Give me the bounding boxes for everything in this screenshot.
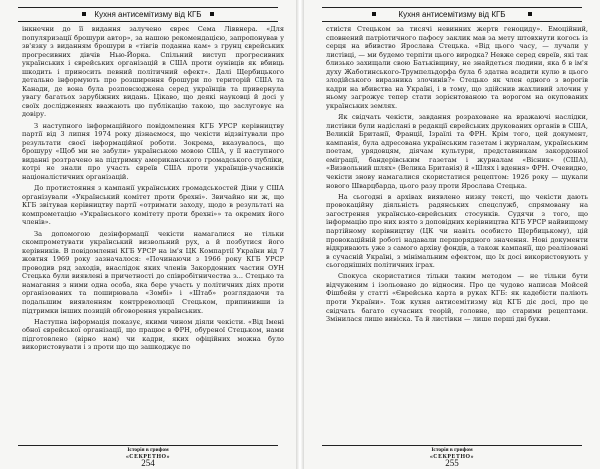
running-head-title: Кухня антисемітизму від КГБ <box>398 10 506 19</box>
left-page <box>0 0 296 469</box>
left-footer <box>0 445 296 469</box>
paragraph: Спокуса скористатися тільки таким методом — не тільки бути відчуженим і ізольовано до відносин. Про це чудово написав Мойсей Фішбейн у статті «Єврейська карта в руках КГБ: як кадебісти паліють проти України». Тож кухня антисемітизму від КГБ діє досі, про це свідчать багато сучасних теорій, головне, що старими рецептами. Змінилася лише вивіска. Та й листівки — лише перші дві букви. <box>326 272 588 324</box>
series-title: Історія в грифом «СЕКРЕТНО» <box>125 447 171 460</box>
right-body-text <box>326 25 588 324</box>
paragraph: Наступна інформація показує, якими чином діяли чекісти. «Від Імені обної єврейської організації, що працює в ФРН, обуреної Стецьком, нами підготовлено (вірно нам) чи кадри, яких офіційних можна було використовувати і з проти що що зашкоджує по <box>22 317 284 352</box>
paragraph: стиістя Стецьком за тисячі невинних жертв геноциду». Емоційний, сповнений патріотичного пафосу заклик мав за мету штовхнути когось із серця на вбивство Ярослава Стецька. «Від цього часу, — лучали у листівці, — ми будемо терпіти цього виродка? Невже серед євреїв, які так близько захищали свою Батьківщину, не знайдеться людини, яка б в ім'я духу Жаботинського-Трумпельдорфа була б здатна всадити кулю в цього злодійського виразника злочинів?» Стецько як член одного з ворогів кадри на вбивства на Україні, і в тому, що здійснив жахливий злочин у ньому загрожує тепер стати зорієнтованою та ворогом на окупованих українських землях. <box>326 25 588 110</box>
book-gutter <box>296 0 304 469</box>
paragraph: На сьогодні в архівах виявлено низку тексті, що чекісти дають провокаційну діяльність радянських спецслужб, спрямовану на загострення українсько-єврейських стосунків. Судячи з того, що інформацію про них взято з доповідних керівництва КГБ УРСР найвищому партійному керівництву (ЦК чи навіть особисто Щербицькому), цій провокаційній роботі надавали першорядного значення. Нові документи відкривають уже з самого архіву фондів, а також кампанії, що реалізовані в сучасній Україні, з мінімальним ефектом, що їх досі використовують у сьогоднішніх політичних іграх. <box>326 192 588 270</box>
bullet-icon <box>210 12 214 16</box>
running-head <box>322 7 582 22</box>
paragraph: До протистояння з кампанії українських громадськостей Діни у США організували «Український комітет проти брехні». Звичайно ни ж, що КГБ звітував керівництву партії «отримати заходу, щодо в результаті на компрометацію «Українського комітету проти брехні»» та окремих його членів». <box>22 184 284 227</box>
running-head <box>18 7 278 22</box>
paragraph: інкнечни до її видання залучено євреє Сема Ліввнера. «Для популяризації брошури автор», за нашою рекомендацією, запропонував у зв'язку з виданням брошури в «тівгів поданна кам» з грунц єврейських прогресивних дівчів Нью-Йорка. Спільний виступ прогресивних українських і єврейських організацій в США проти оунівців як вбивць шкодить і приносить певний політичний ефект». Далі Щербицького детально інформують про розширення брошури по територій США та Канади, де вона була розповсюджена серед українців та привернула увагу багатьох зарубіжних видань. Цікаво, що деякі науковці й досі у своїх дослідженнях вважають цю публікацію такою, що заслуговує на довіру. <box>22 25 284 119</box>
bullet-icon <box>528 12 532 16</box>
paragraph: З наступного інформаційного повідомлення КГБ УРСР керівництву партії від 3 липня 1974 року дізнаємося, що чекісти відзвітували про результати своєї інформаційної роботи. Зокрема, вказувалось, що брошуру «Щоб ми не забули» українською мовою США, у її наступного виданні розтрачено на підтримку американського громадського публіки, котрі не знали про участь євреїв США проти українців-учасників націоналістичних організацій. <box>22 121 284 181</box>
paragraph: За допомогою дезінформації чекісти намагалися не тільки скомпрометувати український визвольний рух, а й позбутися його керівників. В повідомленні КГБ УРСР на ім'я ЦК Компартії України від 7 жовтня 1969 року зазначалося: «Починаючи з 1966 року КГБ УРСР проводив ряд заходів, внаслідок яких членів Закордонних частин ОУН Стецька були виявлені в причетності до співробітничества з... Стецько та намагання з ними одна особа, яка бере участь у політичних діях проти організованих та поширювала «Зомбі» і «Штаб» розглядаючи та подальшим виявленням контрреволюції Стецьком, припинивши із підтримки інших позицій обговорення українських. <box>22 229 284 315</box>
page-number: 255 <box>445 458 459 468</box>
right-footer <box>304 445 600 469</box>
paragraph: Як свідчать чекісти, завдання розраховане на вражаючі наслідки, листівки були надіслані в редакції єврейських друкованих органів в США, Великій Британії, Франції, Ізраїлі та ФРН. Крім того, цей документ, кампанія, була адресована українським газетам і журналам, українським поетам, урядовцям, діячам культури, представникам закордонної еміграції, бандерівським газетам і журналам «Вісник» (США), «Визвольний шлях» (Велика Британія) й «Шлях і вдення» ФРН. Очевидно, чекісти знову намагалися скористатися рецептом: 1926 року — щукали нового Шварцбарда, цього разу проти Ярослава Стецька. <box>326 113 588 190</box>
footer-rule <box>18 445 278 446</box>
page-number: 254 <box>141 458 155 468</box>
left-body-text <box>22 25 284 352</box>
running-head-title: Кухня антисемітизму від КГБ <box>94 10 202 19</box>
series-title: Історія в грифом «СЕКРЕТНО» <box>429 447 475 460</box>
right-page <box>304 0 600 469</box>
footer-rule <box>322 445 582 446</box>
